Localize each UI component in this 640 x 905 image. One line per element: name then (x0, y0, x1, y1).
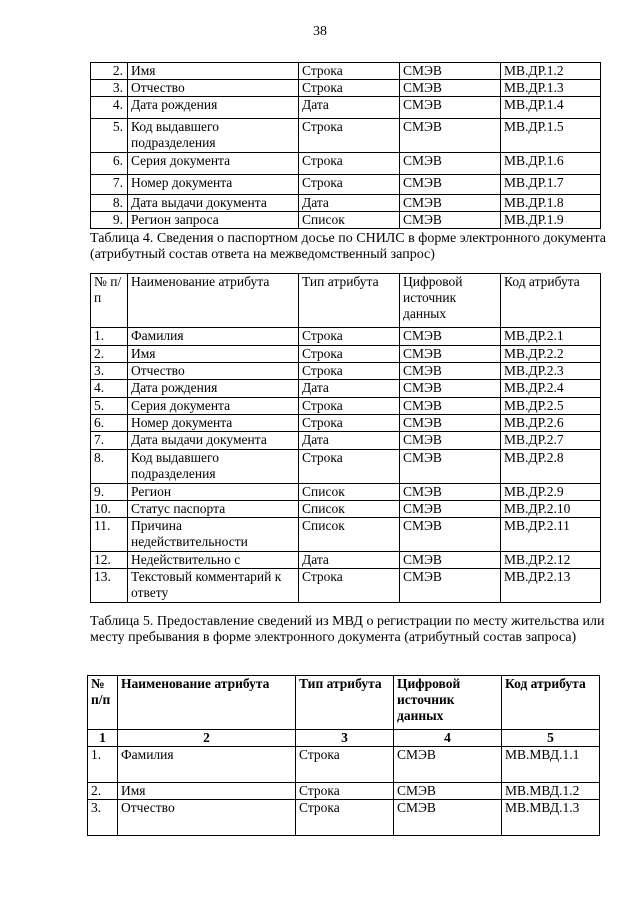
data-source: СМЭВ (400, 432, 501, 450)
attribute-name: Отчество (118, 800, 296, 836)
table-row (91, 328, 601, 346)
attribute-code: МВ.ДР.2.3 (501, 363, 601, 380)
attribute-name: Отчество (128, 80, 299, 97)
table-row (91, 119, 601, 153)
attribute-type: Дата (299, 380, 400, 398)
attribute-code: МВ.ДР.2.11 (501, 518, 601, 552)
data-source: СМЭВ (400, 212, 501, 229)
data-source: СМЭВ (400, 119, 501, 153)
row-number: 3. (91, 363, 128, 380)
attribute-type: Строка (296, 800, 394, 836)
table-row (91, 80, 601, 97)
row-number: 4. (91, 97, 128, 119)
attribute-code: МВ.МВД.1.3 (502, 800, 600, 836)
data-source: СМЭВ (400, 552, 501, 569)
attribute-code: МВ.ДР.2.12 (501, 552, 601, 569)
data-source: СМЭВ (400, 195, 501, 212)
row-number: 9. (91, 212, 128, 229)
table-row (88, 800, 600, 836)
data-source: СМЭВ (400, 484, 501, 501)
data-source: СМЭВ (400, 328, 501, 346)
row-number: 10. (91, 501, 128, 518)
column-header: Цифровой источник данных (394, 676, 502, 730)
column-header: Наименование атрибута (118, 676, 296, 730)
data-source: СМЭВ (394, 783, 502, 800)
attribute-code: МВ.ДР.2.4 (501, 380, 601, 398)
row-number: 3. (88, 800, 118, 836)
table-header-row (91, 274, 601, 328)
attribute-type: Строка (299, 153, 400, 175)
attribute-name: Дата рождения (128, 380, 299, 398)
row-number: 2. (88, 783, 118, 800)
column-header: Тип атрибута (296, 676, 394, 730)
attribute-type: Дата (299, 432, 400, 450)
attribute-name: Серия документа (128, 398, 299, 415)
page-number: 38 (313, 24, 327, 39)
attribute-name: Имя (128, 63, 299, 80)
attribute-code: МВ.ДР.2.13 (501, 569, 601, 603)
row-number: 4. (91, 380, 128, 398)
attribute-name: Код выдавшего подразделения (128, 119, 299, 153)
table-4 (90, 273, 601, 603)
attribute-name: Статус паспорта (128, 501, 299, 518)
attribute-name: Фамилия (118, 747, 296, 783)
attribute-name: Регион запроса (128, 212, 299, 229)
attribute-type: Список (299, 501, 400, 518)
data-source: СМЭВ (394, 800, 502, 836)
table-row (91, 195, 601, 212)
row-number: 13. (91, 569, 128, 603)
attribute-code: МВ.ДР.1.9 (501, 212, 601, 229)
row-number: 1. (88, 747, 118, 783)
attribute-type: Дата (299, 97, 400, 119)
attribute-code: МВ.ДР.2.2 (501, 346, 601, 363)
table-row (88, 783, 600, 800)
row-number: 12. (91, 552, 128, 569)
table-header-row (88, 676, 600, 730)
attribute-name: Имя (128, 346, 299, 363)
attribute-code: МВ.ДР.1.2 (501, 63, 601, 80)
attribute-code: МВ.ДР.1.3 (501, 80, 601, 97)
table-row (91, 175, 601, 195)
data-source: СМЭВ (400, 569, 501, 603)
table-3-continuation (90, 62, 601, 229)
column-number: 1 (88, 730, 118, 747)
row-number: 1. (91, 328, 128, 346)
attribute-code: МВ.ДР.2.5 (501, 398, 601, 415)
data-source: СМЭВ (400, 97, 501, 119)
column-header: № п/п (88, 676, 118, 730)
attribute-type: Строка (299, 175, 400, 195)
attribute-type: Строка (299, 346, 400, 363)
data-source: СМЭВ (400, 415, 501, 432)
attribute-name: Недействительно с (128, 552, 299, 569)
attribute-name: Отчество (128, 363, 299, 380)
attribute-type: Строка (299, 363, 400, 380)
attribute-name: Дата выдачи документа (128, 432, 299, 450)
table-5-caption: Таблица 5. Предоставление сведений из МВД о регистрации по месту жительства или месту пребывания в форме электронного документа (атрибутный состав запроса) (90, 614, 605, 645)
attribute-type: Строка (299, 569, 400, 603)
table-row (91, 569, 601, 603)
table-row (91, 432, 601, 450)
attribute-type: Строка (299, 328, 400, 346)
attribute-name: Номер документа (128, 415, 299, 432)
attribute-name: Регион (128, 484, 299, 501)
table-row (91, 398, 601, 415)
data-source: СМЭВ (400, 153, 501, 175)
attribute-type: Строка (299, 450, 400, 484)
row-number: 6. (91, 415, 128, 432)
data-source: СМЭВ (400, 363, 501, 380)
attribute-type: Строка (299, 415, 400, 432)
attribute-code: МВ.ДР.2.6 (501, 415, 601, 432)
attribute-code: МВ.ДР.1.4 (501, 97, 601, 119)
attribute-type: Строка (299, 398, 400, 415)
table-row (91, 501, 601, 518)
data-source: СМЭВ (394, 747, 502, 783)
row-number: 8. (91, 195, 128, 212)
row-number: 5. (91, 398, 128, 415)
attribute-name: Текстовый комментарий к ответу (128, 569, 299, 603)
attribute-type: Строка (296, 783, 394, 800)
table-row (88, 747, 600, 783)
data-source: СМЭВ (400, 380, 501, 398)
column-header: Наименование атрибута (128, 274, 299, 328)
data-source: СМЭВ (400, 63, 501, 80)
attribute-code: МВ.МВД.1.1 (502, 747, 600, 783)
attribute-code: МВ.ДР.2.10 (501, 501, 601, 518)
attribute-name: Номер документа (128, 175, 299, 195)
attribute-code: МВ.ДР.1.6 (501, 153, 601, 175)
data-source: СМЭВ (400, 518, 501, 552)
attribute-type: Дата (299, 195, 400, 212)
column-number: 5 (502, 730, 600, 747)
row-number: 6. (91, 153, 128, 175)
attribute-name: Дата рождения (128, 97, 299, 119)
attribute-type: Строка (299, 119, 400, 153)
data-source: СМЭВ (400, 80, 501, 97)
attribute-code: МВ.ДР.2.1 (501, 328, 601, 346)
row-number: 11. (91, 518, 128, 552)
table-row (91, 518, 601, 552)
attribute-type: Строка (299, 63, 400, 80)
table-row (91, 415, 601, 432)
table-row (91, 63, 601, 80)
column-number: 3 (296, 730, 394, 747)
data-source: СМЭВ (400, 346, 501, 363)
attribute-name: Код выдавшего подразделения (128, 450, 299, 484)
attribute-type: Строка (296, 747, 394, 783)
attribute-code: МВ.ДР.1.8 (501, 195, 601, 212)
attribute-code: МВ.ДР.2.8 (501, 450, 601, 484)
attribute-name: Причина недействительности (128, 518, 299, 552)
attribute-type: Список (299, 212, 400, 229)
attribute-type: Список (299, 518, 400, 552)
table-row (91, 552, 601, 569)
column-header: Цифровой источник данных (400, 274, 501, 328)
table-row (91, 484, 601, 501)
attribute-code: МВ.ДР.1.5 (501, 119, 601, 153)
table-4-caption: Таблица 4. Сведения о паспортном досье по СНИЛС в форме электронного документа (атрибутный состав ответа на межведомственный запрос) (90, 231, 607, 262)
attribute-code: МВ.ДР.2.9 (501, 484, 601, 501)
row-number: 3. (91, 80, 128, 97)
column-header: № п/п (91, 274, 128, 328)
table-row (91, 450, 601, 484)
attribute-type: Список (299, 484, 400, 501)
attribute-name: Фамилия (128, 328, 299, 346)
data-source: СМЭВ (400, 175, 501, 195)
table-row (91, 97, 601, 119)
data-source: СМЭВ (400, 450, 501, 484)
attribute-name: Дата выдачи документа (128, 195, 299, 212)
column-number-row (88, 730, 600, 747)
data-source: СМЭВ (400, 501, 501, 518)
attribute-type: Дата (299, 552, 400, 569)
table-row (91, 363, 601, 380)
table-row (91, 153, 601, 175)
data-source: СМЭВ (400, 398, 501, 415)
row-number: 2. (91, 63, 128, 80)
row-number: 5. (91, 119, 128, 153)
table-row (91, 346, 601, 363)
column-header: Тип атрибута (299, 274, 400, 328)
row-number: 7. (91, 175, 128, 195)
column-header: Код атрибута (502, 676, 600, 730)
attribute-code: МВ.ДР.1.7 (501, 175, 601, 195)
attribute-name: Имя (118, 783, 296, 800)
attribute-code: МВ.ДР.2.7 (501, 432, 601, 450)
table-row (91, 212, 601, 229)
row-number: 8. (91, 450, 128, 484)
table-5 (87, 675, 600, 836)
row-number: 9. (91, 484, 128, 501)
attribute-name: Серия документа (128, 153, 299, 175)
column-number: 4 (394, 730, 502, 747)
table-row (91, 380, 601, 398)
column-number: 2 (118, 730, 296, 747)
row-number: 2. (91, 346, 128, 363)
row-number: 7. (91, 432, 128, 450)
attribute-type: Строка (299, 80, 400, 97)
column-header: Код атрибута (501, 274, 601, 328)
attribute-code: МВ.МВД.1.2 (502, 783, 600, 800)
